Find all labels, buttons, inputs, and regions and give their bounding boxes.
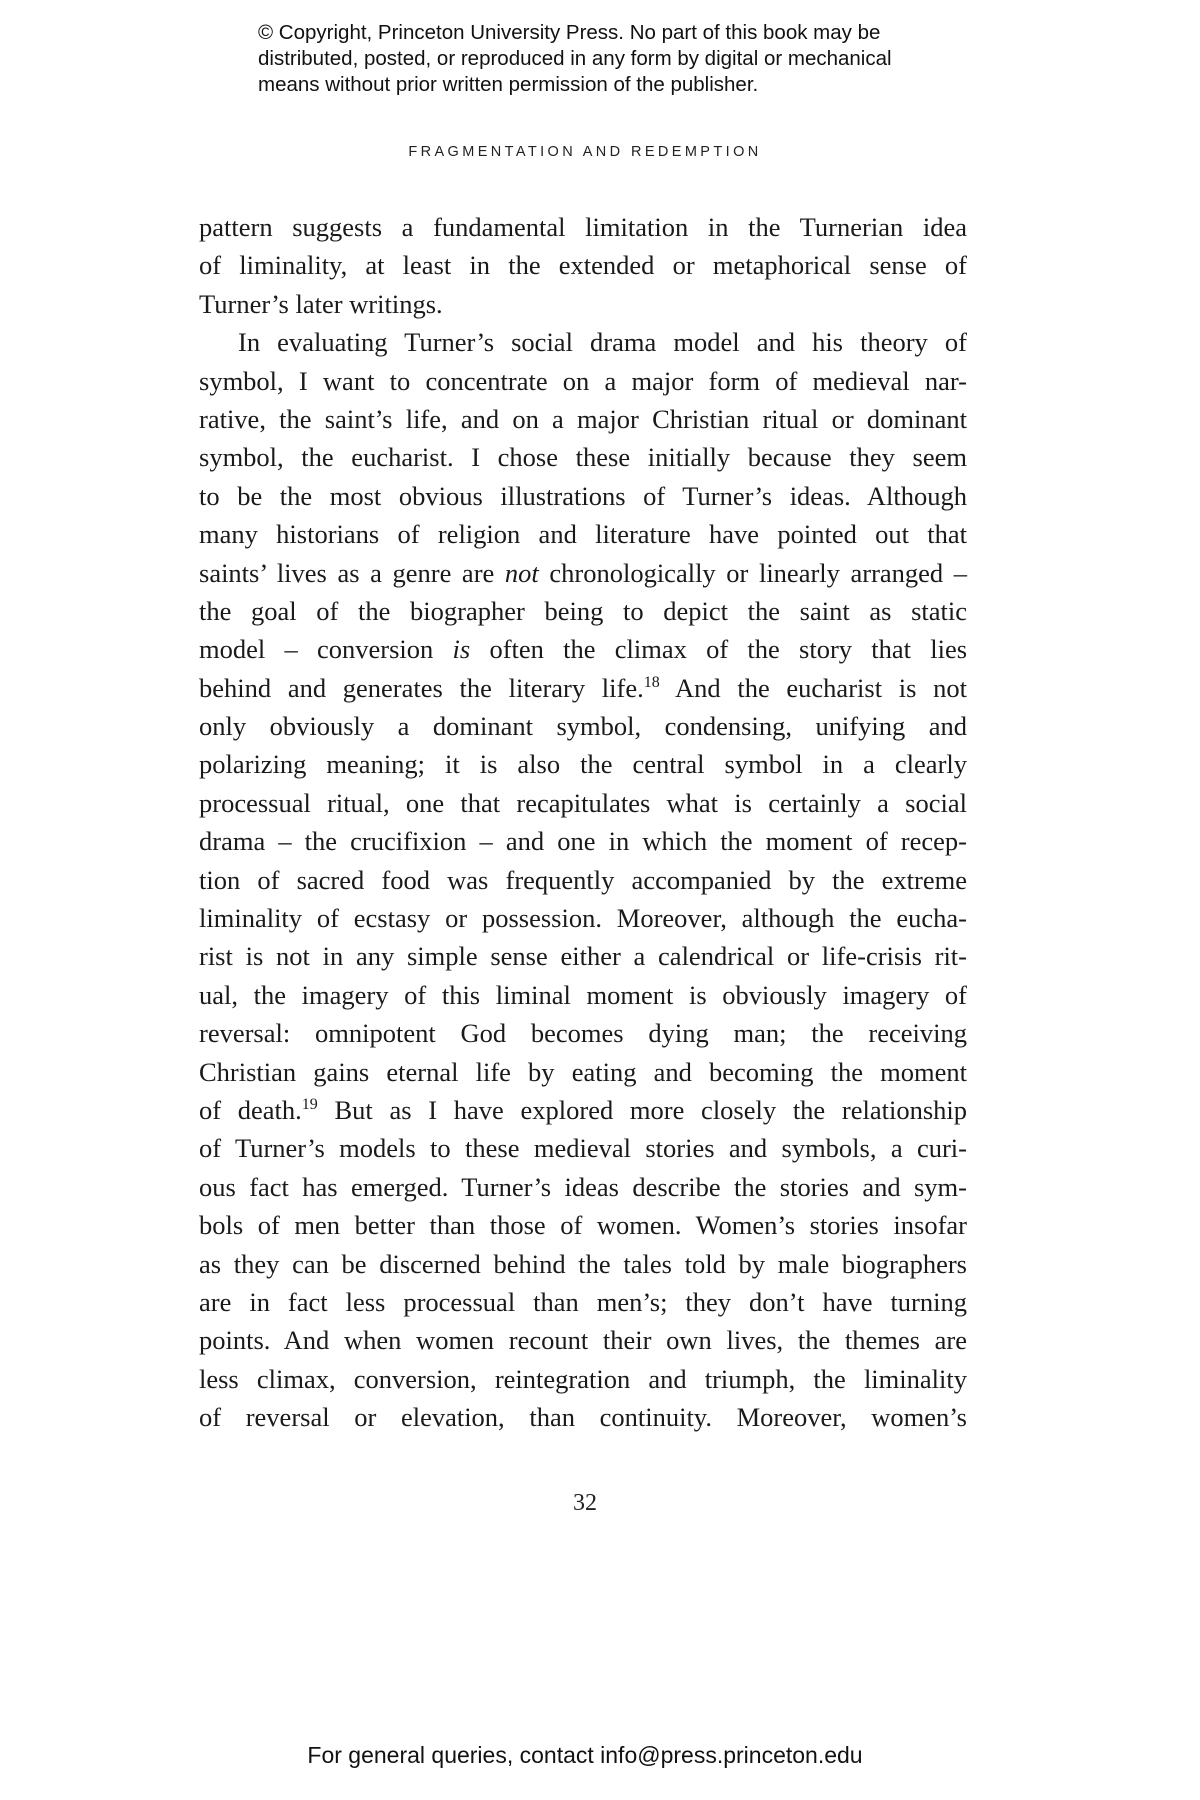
text-run: And the eucharist is not [675, 672, 967, 703]
text-line: rative, the saint’s life, and on a major Christian ritual or dominant [199, 403, 967, 434]
copyright-notice [258, 20, 978, 98]
text-run: model – conversion [199, 634, 434, 665]
text-line [199, 1091, 967, 1129]
text-line [199, 554, 967, 592]
text-line: bols of men better than those of women. Women’s stories insofar [199, 1210, 967, 1241]
text-run: But as I have explored more closely the relationship [334, 1094, 968, 1125]
text-line: many historians of religion and literature have pointed out that [199, 519, 967, 550]
text-line: as they can be discerned behind the tales told by male biographers [199, 1248, 967, 1279]
footer-contact: For general queries, contact info@press.princeton.edu [307, 1742, 863, 1768]
text-line: symbol, I want to concentrate on a major form of medieval nar- [199, 365, 967, 396]
text-run: behind and generates the literary life. [199, 672, 644, 703]
emphasis-word: is [452, 634, 471, 665]
text-line: ous fact has emerged. Turner’s ideas describe the stories and sym- [199, 1171, 967, 1202]
text-line: Turner’s later writings. [199, 288, 443, 319]
text-line: less climax, conversion, reintegration and triumph, the liminality [199, 1363, 967, 1394]
text-line: tion of sacred food was frequently accompanied by the extreme [199, 864, 967, 895]
emphasis-word: not [504, 557, 539, 588]
text-line: are in fact less processual than men’s; they don’t have turning [199, 1286, 967, 1317]
text-line: symbol, the eucharist. I chose these initially because they seem [199, 442, 967, 473]
text-line: of liminality, at least in the extended or metaphorical sense of [199, 250, 967, 281]
text-line: In evaluating Turner’s social drama model and his theory of [238, 327, 967, 358]
text-line: of reversal or elevation, than continuity. Moreover, women’s [199, 1402, 967, 1433]
text-line: drama – the crucifixion – and one in which the moment of recep- [199, 826, 967, 857]
copyright-line: © Copyright, Princeton University Press. No part of this book may be [258, 21, 881, 44]
text-line: rist is not in any simple sense either a calendrical or life-crisis rit- [199, 941, 967, 972]
text-line: points. And when women recount their own lives, the themes are [199, 1325, 967, 1356]
text-line: to be the most obvious illustrations of Turner’s ideas. Although [199, 480, 967, 511]
text-line: only obviously a dominant symbol, condensing, unifying and [199, 711, 967, 742]
text-run: chronologically or linearly arranged – [549, 557, 968, 588]
text-run: of death. [199, 1094, 302, 1125]
page-body-text [199, 208, 967, 1437]
footnote-ref-18[interactable]: 18 [643, 673, 660, 691]
text-line: reversal: omnipotent God becomes dying man; the receiving [199, 1018, 967, 1049]
text-run: saints’ lives as a genre are [199, 557, 495, 588]
text-line: of Turner’s models to these medieval stories and symbols, a curi- [199, 1133, 967, 1164]
copyright-line: means without prior written permission of the publisher. [258, 73, 759, 96]
text-line [199, 630, 967, 668]
text-line: pattern suggests a fundamental limitation in the Turnerian idea [199, 212, 967, 242]
footnote-ref-19[interactable]: 19 [301, 1096, 318, 1114]
text-line: Christian gains eternal life by eating and becoming the moment [199, 1056, 967, 1087]
page-number: 32 [573, 1490, 597, 1516]
running-head: FRAGMENTATION AND REDEMPTION [408, 144, 762, 160]
text-run: often the climax of the story that lies [489, 634, 968, 665]
text-line: the goal of the biographer being to depict the saint as static [199, 595, 967, 626]
text-line: liminality of ecstasy or possession. Moreover, although the eucha- [199, 903, 967, 934]
text-line: polarizing meaning; it is also the central symbol in a clearly [199, 749, 967, 780]
text-line [199, 669, 967, 707]
copyright-line: distributed, posted, or reproduced in any form by digital or mechanical [258, 47, 892, 70]
text-line: processual ritual, one that recapitulates what is certainly a social [199, 787, 967, 818]
text-line: ual, the imagery of this liminal moment is obviously imagery of [199, 979, 967, 1010]
